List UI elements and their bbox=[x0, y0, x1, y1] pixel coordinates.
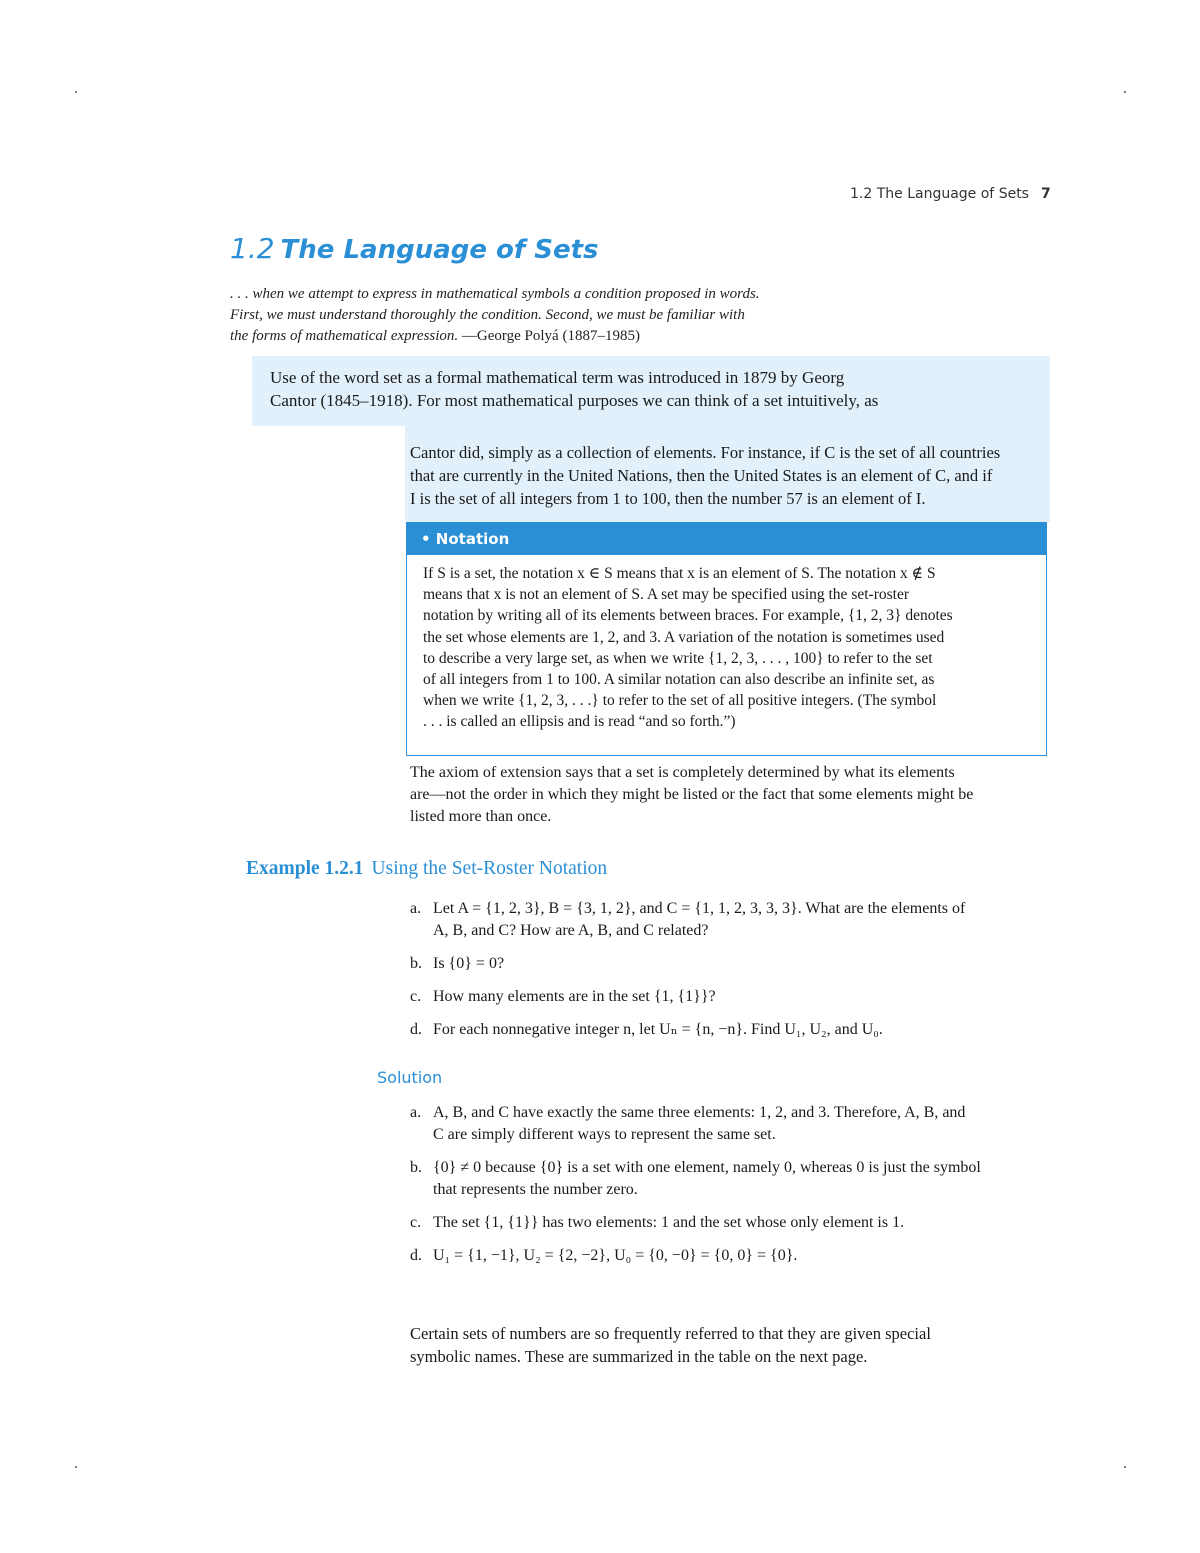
question-item bbox=[410, 953, 1060, 975]
notation-line: of all integers from 1 to 100. A similar notation can also describe an infinite set, as bbox=[423, 671, 935, 689]
solution-label: d. bbox=[410, 1247, 422, 1264]
epigraph-line: First, we must understand thoroughly the condition. Second, we must be familiar with bbox=[230, 307, 745, 323]
solution-item bbox=[410, 1245, 1060, 1267]
axiom-line: listed more than once. bbox=[410, 808, 552, 825]
epigraph-author: —George Polyá (1887–1985) bbox=[458, 328, 640, 344]
notation-line: the set whose elements are 1, 2, and 3. A variation of the notation is sometimes used bbox=[423, 628, 945, 646]
epigraph-line bbox=[230, 326, 850, 347]
question-line: How many elements are in the set {1, {1}}? bbox=[433, 988, 716, 1005]
section-title-text: The Language of Sets bbox=[280, 235, 599, 265]
solution-line: that represents the number zero. bbox=[433, 1181, 638, 1198]
section-number: 1.2 bbox=[230, 232, 275, 265]
solution-line: {0} ≠ 0 because {0} is a set with one element, namely 0, whereas 0 is just the symbol bbox=[433, 1159, 981, 1176]
question-label: d. bbox=[410, 1021, 422, 1038]
question-item bbox=[410, 898, 1060, 942]
intro-paragraph bbox=[270, 366, 970, 412]
epigraph-line-text: the forms of mathematical expression. bbox=[230, 328, 459, 344]
intro-line: Cantor (1845–1918). For most mathematical purposes we can think of a set intuitively, as bbox=[270, 391, 879, 410]
intro-line: Use of the word set as a formal mathematical term was introduced in 1879 by Georg bbox=[270, 368, 845, 387]
question-line: Is {0} = 0? bbox=[433, 955, 505, 972]
crop-mark bbox=[75, 1466, 77, 1468]
closing-line: Certain sets of numbers are so frequently referred to that they are given special bbox=[410, 1324, 931, 1343]
solution-list bbox=[410, 1102, 1060, 1278]
question-list bbox=[410, 898, 1060, 1052]
question-line: For each nonnegative integer n, let Uₙ = {n, −n}. Find U₁, U₂, and U₀. bbox=[433, 1021, 883, 1038]
closing-paragraph bbox=[410, 1322, 1050, 1368]
notation-box bbox=[406, 522, 1047, 756]
solution-line: The set {1, {1}} has two elements: 1 and the set whose only element is 1. bbox=[433, 1214, 905, 1231]
solution-label: a. bbox=[410, 1104, 422, 1121]
crop-mark bbox=[1124, 1466, 1126, 1468]
cantor-line: Cantor did, simply as a collection of elements. For instance, if C is the set of all countries bbox=[410, 443, 1001, 462]
running-head-section: 1.2 The Language of Sets bbox=[850, 186, 1029, 202]
axiom-paragraph bbox=[410, 762, 1050, 828]
axiom-line: are—not the order in which they might be listed or the fact that some elements might be bbox=[410, 786, 974, 803]
solution-line: A, B, and C have exactly the same three elements: 1, 2, and 3. Therefore, A, B, and bbox=[433, 1104, 966, 1121]
question-label: c. bbox=[410, 988, 422, 1005]
epigraph bbox=[230, 284, 850, 347]
notation-header: • Notation bbox=[407, 523, 1046, 555]
notation-line: notation by writing all of its elements between braces. For example, {1, 2, 3} denotes bbox=[423, 607, 953, 625]
notation-body bbox=[423, 563, 1039, 733]
question-item bbox=[410, 986, 1060, 1008]
question-item bbox=[410, 1019, 1060, 1041]
section-title bbox=[230, 232, 599, 265]
solution-line: U₁ = {1, −1}, U₂ = {2, −2}, U₀ = {0, −0} = {0, 0} = {0}. bbox=[433, 1247, 798, 1264]
solution-item bbox=[410, 1212, 1060, 1234]
question-line: A, B, and C? How are A, B, and C related? bbox=[433, 922, 709, 939]
solution-line: C are simply different ways to represent the same set. bbox=[433, 1126, 776, 1143]
notation-line: to describe a very large set, as when we write {1, 2, 3, . . . , 100} to refer to the set bbox=[423, 649, 933, 667]
question-line: Let A = {1, 2, 3}, B = {3, 1, 2}, and C = {1, 1, 2, 3, 3, 3}. What are the elements of bbox=[433, 900, 966, 917]
question-label: a. bbox=[410, 900, 422, 917]
crop-mark bbox=[1124, 91, 1126, 93]
running-head bbox=[850, 186, 1051, 202]
closing-line: symbolic names. These are summarized in the table on the next page. bbox=[410, 1347, 868, 1366]
cantor-paragraph bbox=[410, 441, 1050, 510]
notation-line: If S is a set, the notation x ∈ S means that x is an element of S. The notation x ∉ S bbox=[423, 565, 936, 582]
question-label: b. bbox=[410, 955, 422, 972]
example-heading bbox=[246, 858, 607, 880]
solution-heading: Solution bbox=[377, 1068, 443, 1087]
solution-label: b. bbox=[410, 1159, 422, 1176]
notation-line: . . . is called an ellipsis and is read “and so forth.”) bbox=[423, 713, 736, 731]
solution-label: c. bbox=[410, 1214, 422, 1231]
notation-line: means that x is not an element of S. A set may be specified using the set-roster bbox=[423, 586, 909, 604]
epigraph-line: . . . when we attempt to express in mathematical symbols a condition proposed in words. bbox=[230, 286, 760, 302]
example-title: Using the Set-Roster Notation bbox=[371, 858, 608, 879]
page-number: 7 bbox=[1040, 186, 1051, 202]
solution-item bbox=[410, 1157, 1060, 1201]
crop-mark bbox=[75, 91, 77, 93]
example-number: Example 1.2.1 bbox=[246, 858, 364, 879]
cantor-line: that are currently in the United Nations, then the United States is an element of C, and if bbox=[410, 466, 993, 485]
notation-line: when we write {1, 2, 3, . . .} to refer to the set of all positive integers. (The symbol bbox=[423, 692, 937, 710]
cantor-line: I is the set of all integers from 1 to 100, then the number 57 is an element of I. bbox=[410, 489, 926, 508]
axiom-line: The axiom of extension says that a set is completely determined by what its elements bbox=[410, 764, 955, 781]
solution-item bbox=[410, 1102, 1060, 1146]
